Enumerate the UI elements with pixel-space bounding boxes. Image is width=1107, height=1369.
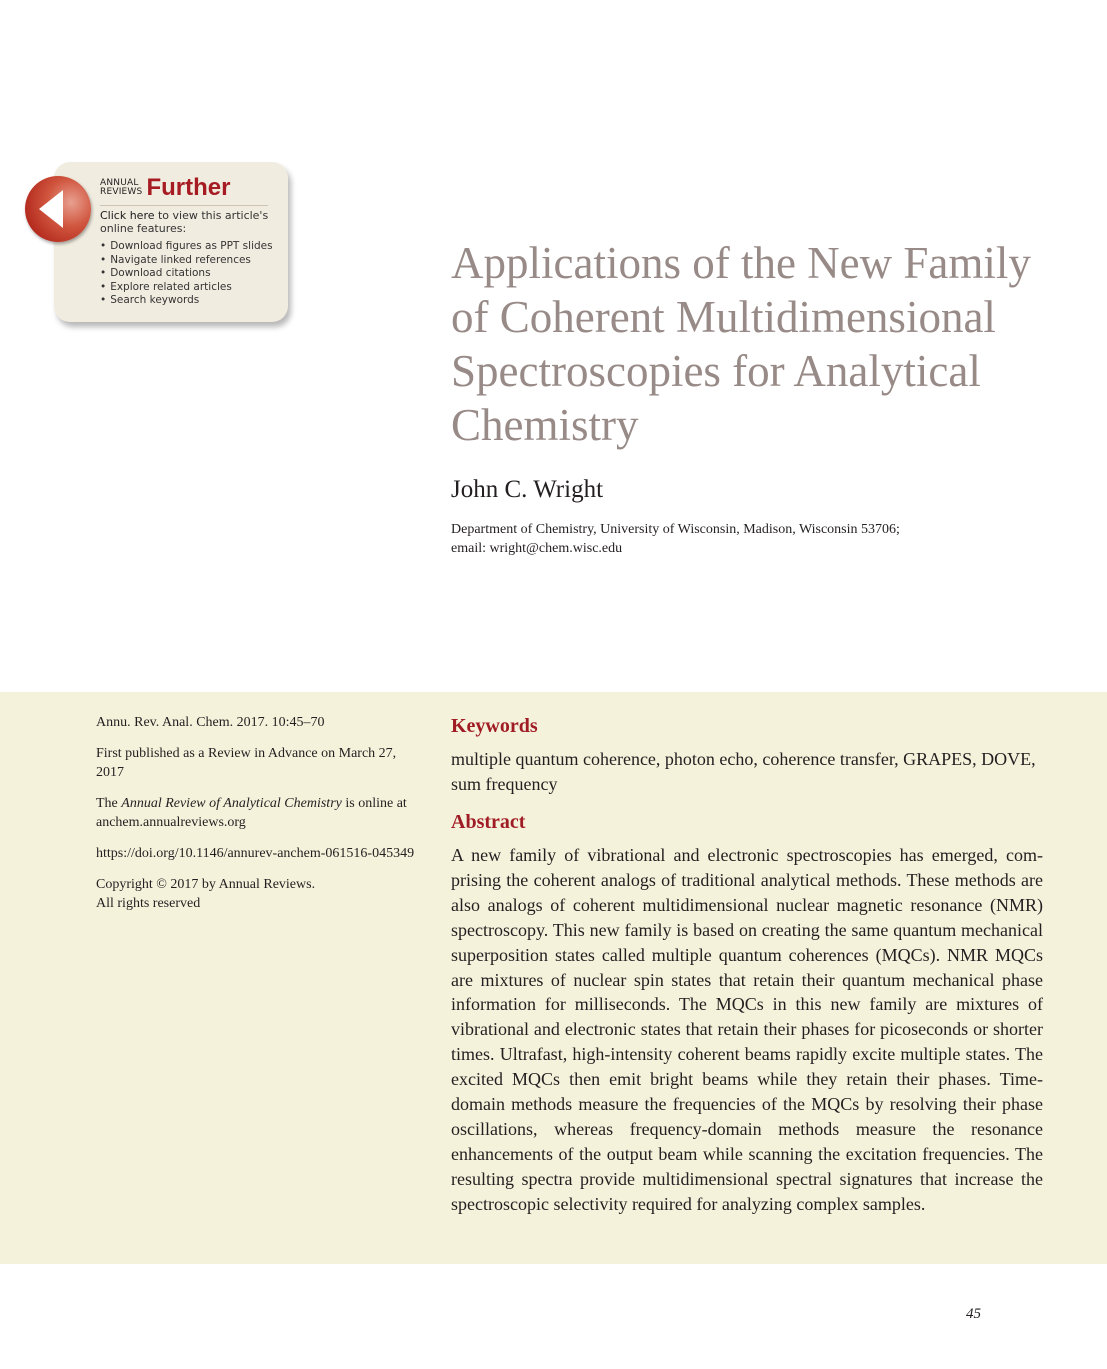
further-back-button[interactable] (25, 176, 91, 242)
journal-name: Annual Review of Analytical Chemistry (121, 796, 342, 811)
abstract-heading: Abstract (451, 811, 526, 833)
annual-reviews-further-logo (100, 176, 230, 200)
author-email[interactable]: email: wright@chem.wisc.edu (451, 541, 623, 556)
keywords-text: multiple quantum coherence, photon echo, coherence transfer, GRAPES, DOVE, sum frequency (451, 749, 1036, 794)
click-here-text: Click here to view this article's online features: (100, 209, 269, 235)
brand-line-annual: ANNUAL (100, 178, 139, 188)
brand-further: Further (146, 174, 231, 201)
feature-navigate-references[interactable]: • Navigate linked references (100, 254, 273, 268)
page-number: 45 (966, 1306, 981, 1322)
feature-related-articles[interactable]: • Explore related articles (100, 281, 273, 295)
play-back-icon (25, 176, 91, 242)
doi-link[interactable]: https://doi.org/10.1146/annurev-anchem-061516-045349 (96, 846, 415, 861)
first-published: First published as a Review in Advance on March 27, 2017 (96, 746, 397, 780)
feature-search-keywords[interactable]: • Search keywords (100, 294, 273, 308)
publication-meta (96, 713, 416, 925)
article-title: Applications of the New Family of Coherent Multidimensional Spectroscopies for Analytical Chemistry (451, 238, 1031, 450)
author-name: John C. Wright (451, 476, 604, 503)
features-list (100, 240, 273, 308)
copyright: Copyright © 2017 by Annual Reviews. All rights reserved (96, 877, 316, 911)
affiliation-line: Department of Chemistry, University of Wisconsin, Madison, Wisconsin 53706; (451, 522, 900, 537)
journal-online: The Annual Review of Analytical Chemistry is online at anchem.annualreviews.org (96, 796, 407, 830)
feature-download-citations[interactable]: • Download citations (100, 267, 273, 281)
brand-line-reviews: REVIEWS (100, 187, 143, 197)
keywords-heading: Keywords (451, 715, 538, 737)
citation: Annu. Rev. Anal. Chem. 2017. 10:45–70 (96, 715, 325, 730)
feature-download-figures[interactable]: • Download figures as PPT slides (100, 240, 273, 254)
keywords-abstract-column (451, 713, 1043, 1217)
divider (100, 205, 268, 206)
click-here-link[interactable]: Click here (100, 209, 155, 222)
author-affiliation (451, 520, 1071, 558)
abstract-text: A new family of vibrational and electronic spectroscopies has emerged, comprising the coherent analogs of traditional analytical methods. These methods are also analogs of coherent multidimensional nuclear magnetic resonance (NMR) spectroscopy. This new family is based on creating the same quantum mechanical superposition states called multiple quantum coherences (MQCs). NMR MQCs are mixtures of nuclear spin states that retain their quantum mechanical phase information for milliseconds. The MQCs in this new family are mixtures of vibrational and electronic states that retain their phases for picoseconds or shorter times. Ultrafast, high-intensity coherent beams rapidly excite multiple states. The excited MQCs then emit bright beams while they retain their phases. Time-domain methods measure the frequencies of the MQCs by resolving their phase oscillations, whereas frequency-domain methods measure the resonance enhancements of the output beam while scanning the excitation frequencies. The resulting spectra provide multidimensional spectral signatures that increase the spectroscopic selectivity required for analyzing complex samples. (451, 845, 1043, 1214)
